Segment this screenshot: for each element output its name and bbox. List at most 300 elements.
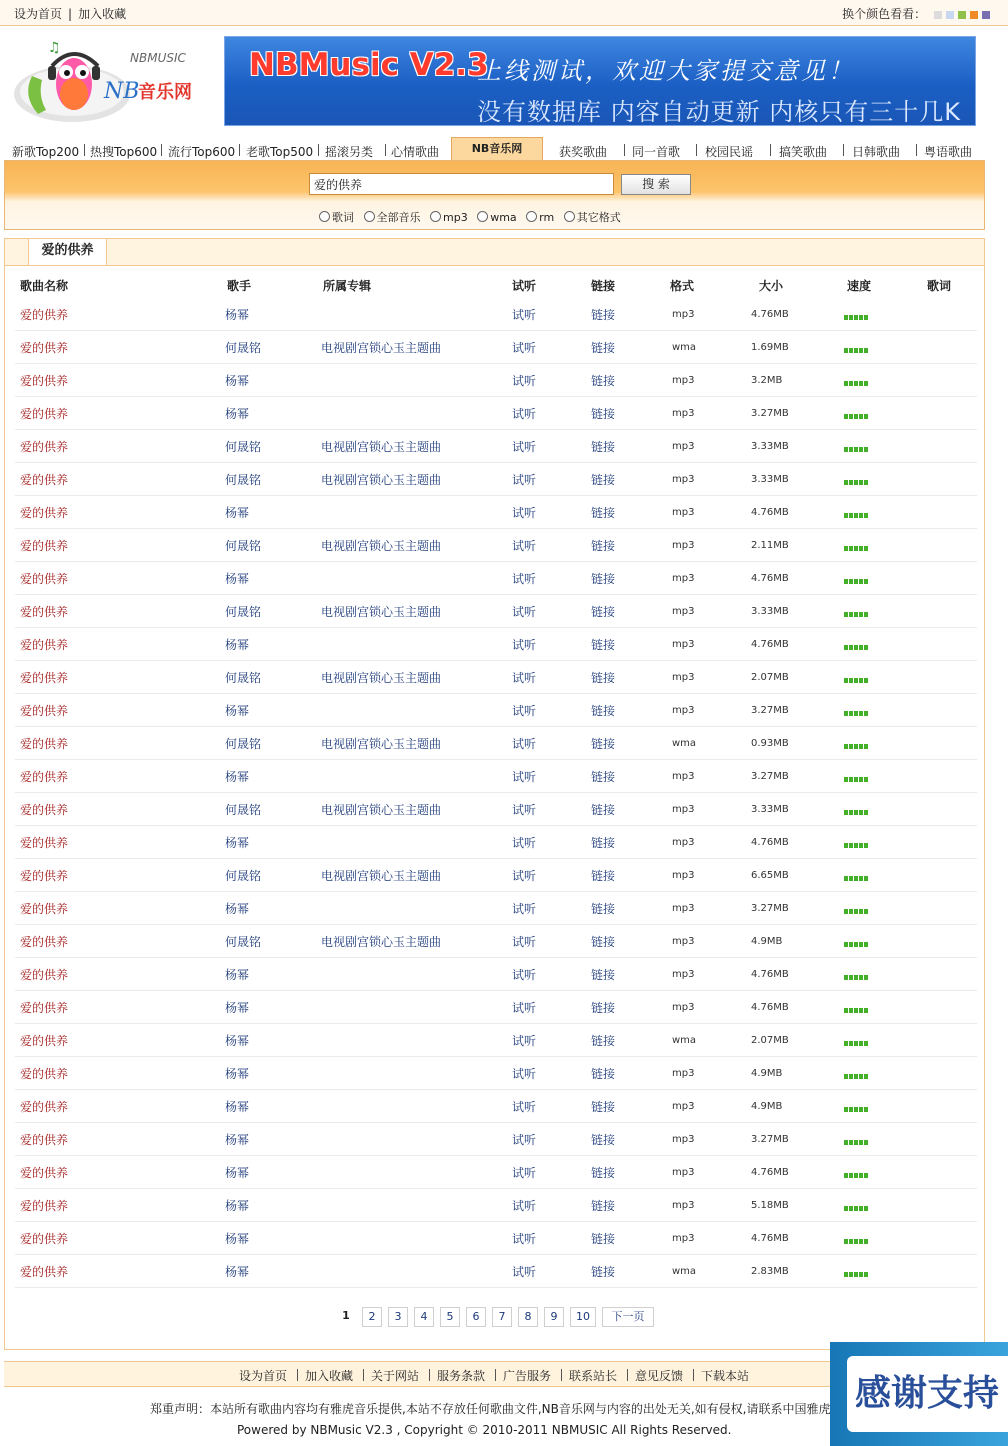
radio-label: wma xyxy=(490,211,517,224)
radio-label: mp3 xyxy=(443,211,468,224)
table-row xyxy=(15,693,977,727)
singer-link[interactable]: 杨幂 xyxy=(225,1001,250,1015)
search-input[interactable]: 爱的供养 xyxy=(309,173,614,195)
results-tab[interactable]: 爱的供养 xyxy=(28,238,107,265)
svg-text:♫: ♫ xyxy=(48,40,61,56)
nav-divider xyxy=(843,144,844,156)
speed-indicator xyxy=(844,540,869,554)
col-header-singer: 歌手 xyxy=(227,279,252,293)
listen-link[interactable]: 试听 xyxy=(512,440,537,454)
format-value: wma xyxy=(672,1266,697,1277)
footer-link[interactable]: 广告服务 xyxy=(503,1369,552,1383)
listen-link[interactable]: 试听 xyxy=(512,1100,537,1114)
album-link[interactable]: 电视剧宫锁心玉主题曲 xyxy=(321,341,442,355)
page-link[interactable]: 9 xyxy=(544,1307,564,1327)
song-link[interactable]: 爱的供养 xyxy=(20,968,69,982)
size-value: 3.33MB xyxy=(751,606,789,617)
download-link[interactable]: 链接 xyxy=(591,869,616,883)
listen-link[interactable]: 试听 xyxy=(512,1067,537,1081)
speed-indicator xyxy=(844,1167,869,1181)
listen-link[interactable]: 试听 xyxy=(512,308,537,322)
album-link[interactable]: 电视剧宫锁心玉主题曲 xyxy=(321,539,442,553)
size-value: 4.76MB xyxy=(751,639,789,650)
table-row xyxy=(15,495,977,529)
format-value: mp3 xyxy=(672,1002,695,1013)
listen-link[interactable]: 试听 xyxy=(512,1034,537,1048)
size-value: 2.11MB xyxy=(751,540,789,551)
table-row xyxy=(15,924,977,958)
singer-link[interactable]: 杨幂 xyxy=(225,1067,250,1081)
download-link[interactable]: 链接 xyxy=(591,1034,616,1048)
color-swatch[interactable] xyxy=(958,11,966,19)
table-row xyxy=(15,1188,977,1222)
format-value: mp3 xyxy=(672,309,695,320)
color-swatch[interactable] xyxy=(982,11,990,19)
separator: | xyxy=(68,7,73,21)
download-link[interactable]: 链接 xyxy=(591,1067,616,1081)
footer-divider xyxy=(297,1369,298,1381)
thanks-popup[interactable] xyxy=(830,1342,1008,1446)
listen-link[interactable]: 试听 xyxy=(512,341,537,355)
speed-indicator xyxy=(844,705,869,719)
copyright: Powered by NBMusic V2.3 , Copyright © 2010-2011 NBMUSIC All Rights Reserved. xyxy=(237,1423,732,1437)
download-link[interactable]: 链接 xyxy=(591,935,616,949)
format-value: mp3 xyxy=(672,1068,695,1079)
speed-indicator xyxy=(844,936,869,950)
footer-link[interactable]: 关于网站 xyxy=(371,1369,420,1383)
singer-link[interactable]: 杨幂 xyxy=(225,374,250,388)
song-link[interactable]: 爱的供养 xyxy=(20,737,69,751)
nav-item[interactable]: 搞笑歌曲 xyxy=(779,145,828,159)
size-value: 3.33MB xyxy=(751,804,789,815)
singer-link[interactable]: 杨幂 xyxy=(225,1100,250,1114)
listen-link[interactable]: 试听 xyxy=(512,638,537,652)
table-row xyxy=(15,990,977,1024)
download-link[interactable]: 链接 xyxy=(591,341,616,355)
footer-link[interactable]: 服务条款 xyxy=(437,1369,486,1383)
color-swatch[interactable] xyxy=(970,11,978,19)
song-link[interactable]: 爱的供养 xyxy=(20,638,69,652)
listen-link[interactable]: 试听 xyxy=(512,374,537,388)
radio-other-format[interactable] xyxy=(564,211,575,222)
format-value: mp3 xyxy=(672,870,695,881)
listen-link[interactable]: 试听 xyxy=(512,1001,537,1015)
download-link[interactable]: 链接 xyxy=(591,473,616,487)
footer-link[interactable]: 意见反馈 xyxy=(635,1369,684,1383)
song-link[interactable]: 爱的供养 xyxy=(20,803,69,817)
table-row xyxy=(15,1089,977,1123)
song-link[interactable]: 爱的供养 xyxy=(20,1001,69,1015)
song-link[interactable]: 爱的供养 xyxy=(20,704,69,718)
nav-divider xyxy=(161,144,162,156)
song-link[interactable]: 爱的供养 xyxy=(20,869,69,883)
singer-link[interactable]: 何晟铭 xyxy=(225,341,262,355)
download-link[interactable]: 链接 xyxy=(591,1001,616,1015)
download-link[interactable]: 链接 xyxy=(591,671,616,685)
listen-link[interactable]: 试听 xyxy=(512,605,537,619)
speed-indicator xyxy=(844,408,869,422)
results-header xyxy=(5,239,984,266)
listen-link[interactable]: 试听 xyxy=(512,935,537,949)
speed-indicator xyxy=(844,342,869,356)
size-value: 2.07MB xyxy=(751,672,789,683)
album-link[interactable]: 电视剧宫锁心玉主题曲 xyxy=(321,869,442,883)
page-link[interactable]: 7 xyxy=(492,1307,512,1327)
color-swatches xyxy=(930,7,990,21)
download-link[interactable]: 链接 xyxy=(591,968,616,982)
speed-indicator xyxy=(844,1035,869,1049)
nav-item[interactable]: 老歌Top500 xyxy=(246,145,314,159)
speed-indicator xyxy=(844,309,869,323)
speed-indicator xyxy=(844,837,869,851)
album-link[interactable]: 电视剧宫锁心玉主题曲 xyxy=(321,440,442,454)
song-link[interactable]: 爱的供养 xyxy=(20,506,69,520)
speed-indicator xyxy=(844,804,869,818)
size-value: 3.27MB xyxy=(751,903,789,914)
nav-item[interactable]: 心情歌曲 xyxy=(391,145,440,159)
nav-item-active[interactable]: NB音乐网 xyxy=(451,137,543,161)
nav-item[interactable]: 校园民谣 xyxy=(705,145,754,159)
song-link[interactable]: 爱的供养 xyxy=(20,473,69,487)
singer-link[interactable]: 杨幂 xyxy=(225,902,250,916)
color-swatch[interactable] xyxy=(946,11,954,19)
song-link[interactable]: 爱的供养 xyxy=(20,374,69,388)
nav-item[interactable]: 流行Top600 xyxy=(168,145,236,159)
listen-link[interactable]: 试听 xyxy=(512,968,537,982)
speed-indicator xyxy=(844,870,869,884)
footer-divider xyxy=(627,1369,628,1381)
speed-indicator xyxy=(844,1266,869,1280)
listen-link[interactable]: 试听 xyxy=(512,1199,537,1213)
speed-indicator xyxy=(844,1002,869,1016)
page-link[interactable]: 8 xyxy=(518,1307,538,1327)
footer-link[interactable]: 下载本站 xyxy=(701,1369,750,1383)
singer-link[interactable]: 杨幂 xyxy=(225,308,250,322)
size-value: 3.27MB xyxy=(751,771,789,782)
singer-link[interactable]: 杨幂 xyxy=(225,407,250,421)
page-link[interactable]: 3 xyxy=(388,1307,408,1327)
radio-label: 歌词 xyxy=(332,211,354,224)
download-link[interactable]: 链接 xyxy=(591,770,616,784)
table-row xyxy=(15,363,977,397)
size-value: 3.33MB xyxy=(751,441,789,452)
listen-link[interactable]: 试听 xyxy=(512,473,537,487)
table-row xyxy=(15,330,977,364)
download-link[interactable]: 链接 xyxy=(591,374,616,388)
singer-link[interactable]: 杨幂 xyxy=(225,836,250,850)
speed-indicator xyxy=(844,1134,869,1148)
song-link[interactable]: 爱的供养 xyxy=(20,1232,69,1246)
download-link[interactable]: 链接 xyxy=(591,1199,616,1213)
radio-lyrics[interactable] xyxy=(319,211,330,222)
format-value: mp3 xyxy=(672,573,695,584)
col-header-format: 格式 xyxy=(670,279,695,293)
nav-item[interactable]: 日韩歌曲 xyxy=(852,145,901,159)
top-bar xyxy=(0,0,1008,26)
listen-link[interactable]: 试听 xyxy=(512,737,537,751)
size-value: 3.33MB xyxy=(751,474,789,485)
banner-slogan: 上线测试，欢迎大家提交意见！ xyxy=(477,57,855,85)
table-row xyxy=(15,594,977,628)
download-link[interactable]: 链接 xyxy=(591,572,616,586)
size-value: 4.76MB xyxy=(751,309,789,320)
speed-indicator xyxy=(844,441,869,455)
listen-link[interactable]: 试听 xyxy=(512,1133,537,1147)
singer-link[interactable]: 杨幂 xyxy=(225,1232,250,1246)
footer-divider xyxy=(693,1369,694,1381)
singer-link[interactable]: 杨幂 xyxy=(225,506,250,520)
size-value: 4.76MB xyxy=(751,969,789,980)
col-header-size: 大小 xyxy=(759,279,784,293)
radio-wma[interactable] xyxy=(477,211,488,222)
singer-link[interactable]: 何晟铭 xyxy=(225,539,262,553)
singer-link[interactable]: 何晟铭 xyxy=(225,737,262,751)
table-row xyxy=(15,1155,977,1189)
nav-divider xyxy=(916,144,917,156)
singer-link[interactable]: 杨幂 xyxy=(225,770,250,784)
nav-divider xyxy=(770,144,771,156)
download-link[interactable]: 链接 xyxy=(591,1100,616,1114)
listen-link[interactable]: 试听 xyxy=(512,1166,537,1180)
size-value: 4.76MB xyxy=(751,573,789,584)
nav-divider xyxy=(624,144,625,156)
album-link[interactable]: 电视剧宫锁心玉主题曲 xyxy=(321,605,442,619)
color-switch-label: 换个颜色看看： xyxy=(842,7,927,21)
singer-link[interactable]: 杨幂 xyxy=(225,572,250,586)
nav-item[interactable]: 粤语歌曲 xyxy=(924,145,973,159)
singer-link[interactable]: 何晟铭 xyxy=(225,473,262,487)
listen-link[interactable]: 试听 xyxy=(512,770,537,784)
speed-indicator xyxy=(844,639,869,653)
format-value: mp3 xyxy=(672,441,695,452)
album-link[interactable]: 电视剧宫锁心玉主题曲 xyxy=(321,671,442,685)
download-link[interactable]: 链接 xyxy=(591,1232,616,1246)
size-value: 3.27MB xyxy=(751,408,789,419)
song-link[interactable]: 爱的供养 xyxy=(20,836,69,850)
download-link[interactable]: 链接 xyxy=(591,836,616,850)
format-value: mp3 xyxy=(672,408,695,419)
col-header-speed: 速度 xyxy=(847,279,872,293)
footer-divider xyxy=(429,1369,430,1381)
download-link[interactable]: 链接 xyxy=(591,506,616,520)
album-link[interactable]: 电视剧宫锁心玉主题曲 xyxy=(321,473,442,487)
song-link[interactable]: 爱的供养 xyxy=(20,770,69,784)
search-button[interactable]: 搜 索 xyxy=(621,174,691,195)
table-row xyxy=(15,297,977,331)
singer-link[interactable]: 何晟铭 xyxy=(225,935,262,949)
page-link[interactable]: 6 xyxy=(466,1307,486,1327)
listen-link[interactable]: 试听 xyxy=(512,407,537,421)
album-link[interactable]: 电视剧宫锁心玉主题曲 xyxy=(321,737,442,751)
nav-divider xyxy=(84,144,85,156)
download-link[interactable]: 链接 xyxy=(591,638,616,652)
singer-link[interactable]: 杨幂 xyxy=(225,1199,250,1213)
singer-link[interactable]: 何晟铭 xyxy=(225,869,262,883)
download-link[interactable]: 链接 xyxy=(591,737,616,751)
speed-indicator xyxy=(844,1233,869,1247)
color-swatch[interactable] xyxy=(934,11,942,19)
listen-link[interactable]: 试听 xyxy=(512,671,537,685)
song-link[interactable]: 爱的供养 xyxy=(20,341,69,355)
format-value: mp3 xyxy=(672,639,695,650)
table-row xyxy=(15,1056,977,1090)
table-row xyxy=(15,396,977,430)
singer-link[interactable]: 何晟铭 xyxy=(225,671,262,685)
size-value: 2.83MB xyxy=(751,1266,789,1277)
size-value: 4.76MB xyxy=(751,1002,789,1013)
page-link[interactable]: 4 xyxy=(414,1307,434,1327)
listen-link[interactable]: 试听 xyxy=(512,869,537,883)
nav-item[interactable]: 同一首歌 xyxy=(632,145,681,159)
footer-link[interactable]: 联系站长 xyxy=(569,1369,618,1383)
song-link[interactable]: 爱的供养 xyxy=(20,1166,69,1180)
download-link[interactable]: 链接 xyxy=(591,539,616,553)
nav-divider xyxy=(239,144,240,156)
nav-item[interactable]: 新歌Top200 xyxy=(12,145,80,159)
next-page-button[interactable]: 下一页 xyxy=(602,1307,654,1327)
format-value: mp3 xyxy=(672,507,695,518)
col-header-lyrics: 歌词 xyxy=(927,279,952,293)
song-link[interactable]: 爱的供养 xyxy=(20,1265,69,1279)
listen-link[interactable]: 试听 xyxy=(512,506,537,520)
download-link[interactable]: 链接 xyxy=(591,440,616,454)
song-link[interactable]: 爱的供养 xyxy=(20,605,69,619)
table-row xyxy=(15,1023,977,1057)
page-link[interactable]: 5 xyxy=(440,1307,460,1327)
download-link[interactable]: 链接 xyxy=(591,308,616,322)
song-link[interactable]: 爱的供养 xyxy=(20,1199,69,1213)
size-value: 3.27MB xyxy=(751,1134,789,1145)
add-favorite-link[interactable]: 加入收藏 xyxy=(78,7,127,21)
nav-divider xyxy=(696,144,697,156)
speed-indicator xyxy=(844,375,869,389)
page-link[interactable]: 2 xyxy=(362,1307,382,1327)
results-panel xyxy=(4,238,985,1350)
listen-link[interactable]: 试听 xyxy=(512,572,537,586)
album-link[interactable]: 电视剧宫锁心玉主题曲 xyxy=(321,935,442,949)
song-link[interactable]: 爱的供养 xyxy=(20,1100,69,1114)
table-row xyxy=(15,1122,977,1156)
logo-small-text: NBMUSIC xyxy=(130,51,186,65)
format-value: mp3 xyxy=(672,474,695,485)
listen-link[interactable]: 试听 xyxy=(512,836,537,850)
download-link[interactable]: 链接 xyxy=(591,1166,616,1180)
download-link[interactable]: 链接 xyxy=(591,704,616,718)
footer-divider xyxy=(495,1369,496,1381)
singer-link[interactable]: 杨幂 xyxy=(225,1034,250,1048)
listen-link[interactable]: 试听 xyxy=(512,1265,537,1279)
size-value: 4.9MB xyxy=(751,1101,783,1112)
listen-link[interactable]: 试听 xyxy=(512,803,537,817)
album-link[interactable]: 电视剧宫锁心玉主题曲 xyxy=(321,803,442,817)
singer-link[interactable]: 何晟铭 xyxy=(225,605,262,619)
size-value: 2.07MB xyxy=(751,1035,789,1046)
legal-declaration: 郑重声明：本站所有歌曲内容均有雅虎音乐提供,本站不存放任何歌曲文件,NB音乐网与内容的出处无关,如有侵权,请联系中国雅虎 xyxy=(150,1402,831,1416)
radio-label: rm xyxy=(539,211,555,224)
singer-link[interactable]: 何晟铭 xyxy=(225,803,262,817)
song-link[interactable]: 爱的供养 xyxy=(20,572,69,586)
format-value: wma xyxy=(672,342,697,353)
speed-indicator xyxy=(844,771,869,785)
footer-link[interactable]: 加入收藏 xyxy=(305,1369,354,1383)
speed-indicator xyxy=(844,474,869,488)
nav-divider xyxy=(318,144,319,156)
download-link[interactable]: 链接 xyxy=(591,407,616,421)
speed-indicator xyxy=(844,507,869,521)
song-link[interactable]: 爱的供养 xyxy=(20,1034,69,1048)
radio-all-music[interactable] xyxy=(364,211,375,222)
table-row xyxy=(15,462,977,496)
main-nav xyxy=(4,137,984,161)
site-logo[interactable] xyxy=(12,36,217,128)
singer-link[interactable]: 何晟铭 xyxy=(225,440,262,454)
singer-link[interactable]: 杨幂 xyxy=(225,704,250,718)
format-value: mp3 xyxy=(672,804,695,815)
format-value: mp3 xyxy=(672,1233,695,1244)
nav-item[interactable]: 摇滚另类 xyxy=(325,145,374,159)
thanks-popup-text: 感谢支持 xyxy=(847,1356,1008,1432)
download-link[interactable]: 链接 xyxy=(591,1265,616,1279)
format-value: mp3 xyxy=(672,705,695,716)
song-link[interactable]: 爱的供养 xyxy=(20,1067,69,1081)
song-link[interactable]: 爱的供养 xyxy=(20,902,69,916)
table-row xyxy=(15,429,977,463)
format-value: mp3 xyxy=(672,969,695,980)
singer-link[interactable]: 杨幂 xyxy=(225,1133,250,1147)
search-bar xyxy=(4,160,985,230)
listen-link[interactable]: 试听 xyxy=(512,539,537,553)
format-value: mp3 xyxy=(672,606,695,617)
footer-link[interactable]: 设为首页 xyxy=(239,1369,288,1383)
speed-indicator xyxy=(844,606,869,620)
logo-main-text: 音乐网 xyxy=(138,82,192,103)
song-link[interactable]: 爱的供养 xyxy=(20,308,69,322)
song-link[interactable]: 爱的供养 xyxy=(20,671,69,685)
singer-link[interactable]: 杨幂 xyxy=(225,968,250,982)
listen-link[interactable]: 试听 xyxy=(512,1232,537,1246)
singer-link[interactable]: 杨幂 xyxy=(225,1265,250,1279)
download-link[interactable]: 链接 xyxy=(591,803,616,817)
format-value: wma xyxy=(672,1035,697,1046)
set-home-link[interactable]: 设为首页 xyxy=(14,7,63,21)
radio-rm[interactable] xyxy=(526,211,537,222)
download-link[interactable]: 链接 xyxy=(591,902,616,916)
download-link[interactable]: 链接 xyxy=(591,1133,616,1147)
singer-link[interactable]: 杨幂 xyxy=(225,638,250,652)
page-link[interactable]: 10 xyxy=(570,1307,596,1327)
download-link[interactable]: 链接 xyxy=(591,605,616,619)
song-link[interactable]: 爱的供养 xyxy=(20,1133,69,1147)
song-link[interactable]: 爱的供养 xyxy=(20,407,69,421)
banner-subline: 没有数据库 内容自动更新 内核只有三十几K xyxy=(477,98,961,126)
song-link[interactable]: 爱的供养 xyxy=(20,539,69,553)
singer-link[interactable]: 杨幂 xyxy=(225,1166,250,1180)
nav-divider xyxy=(385,144,386,156)
nav-item[interactable]: 获奖歌曲 xyxy=(559,145,608,159)
listen-link[interactable]: 试听 xyxy=(512,902,537,916)
song-link[interactable]: 爱的供养 xyxy=(20,935,69,949)
listen-link[interactable]: 试听 xyxy=(512,704,537,718)
top-banner[interactable] xyxy=(224,36,976,126)
nav-item[interactable]: 热搜Top600 xyxy=(90,145,158,159)
radio-mp3[interactable] xyxy=(430,211,441,222)
table-row xyxy=(15,561,977,595)
format-value: mp3 xyxy=(672,1101,695,1112)
table-row xyxy=(15,1254,977,1288)
size-value: 1.69MB xyxy=(751,342,789,353)
logo-graphic xyxy=(12,36,217,128)
song-link[interactable]: 爱的供养 xyxy=(20,440,69,454)
